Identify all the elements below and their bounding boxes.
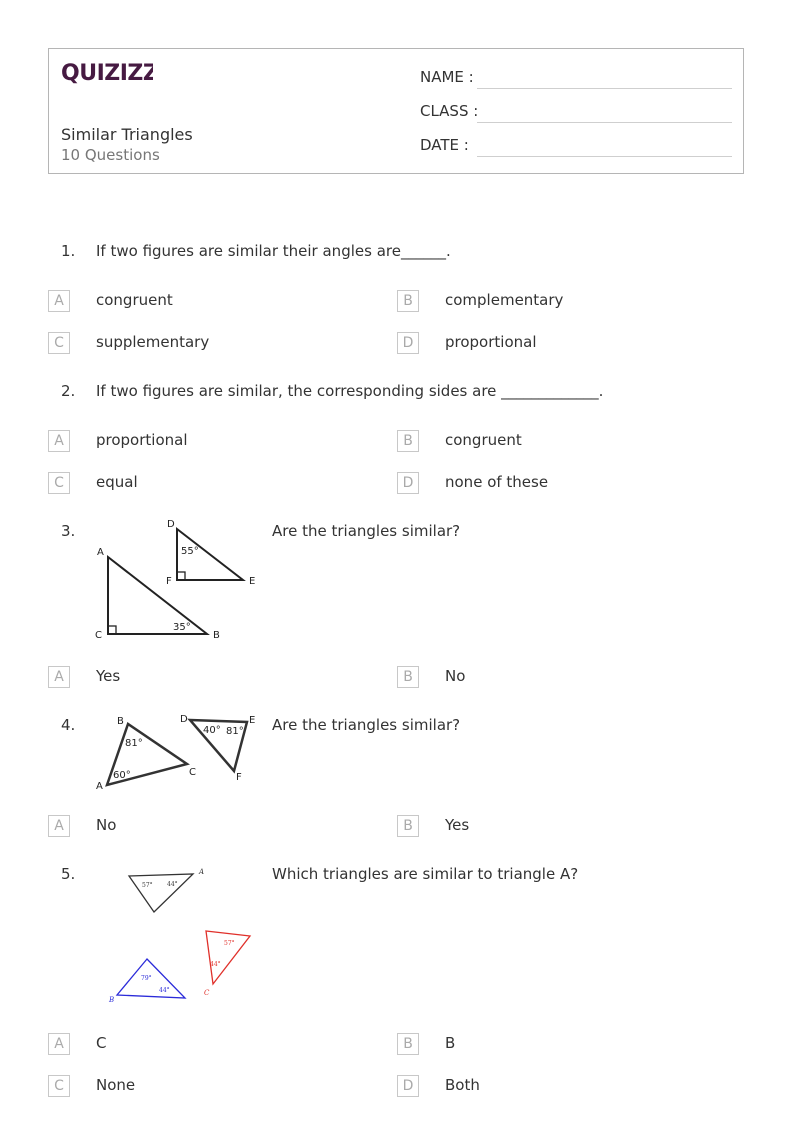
right-angle-mark bbox=[177, 572, 185, 580]
option-text: Yes bbox=[96, 667, 121, 685]
vertex-label: B bbox=[213, 630, 220, 641]
vertex-label: D bbox=[180, 714, 188, 725]
angle-label: 40° bbox=[203, 725, 221, 736]
option-letter-box[interactable]: B bbox=[397, 290, 419, 312]
option-text: congruent bbox=[96, 291, 173, 309]
option-letter-box[interactable]: A bbox=[48, 290, 70, 312]
vertex-label: C bbox=[189, 767, 196, 778]
option-text: None bbox=[96, 1076, 136, 1094]
option-letter-box[interactable]: B bbox=[397, 1033, 419, 1055]
option-letter-box[interactable]: C bbox=[48, 332, 70, 354]
triangle-c bbox=[206, 931, 250, 984]
option-text: complementary bbox=[445, 291, 564, 309]
question-text: If two figures are similar, the corresponding sides are _____________. bbox=[96, 382, 604, 400]
triangle-label: C bbox=[204, 989, 210, 997]
triangle-label: A bbox=[199, 868, 205, 876]
angle-label: 60° bbox=[113, 770, 131, 781]
class-field-line[interactable] bbox=[477, 122, 732, 123]
question-text: If two figures are similar their angles are______. bbox=[96, 242, 451, 260]
vertex-label: F bbox=[236, 772, 242, 783]
question-text: Are the triangles similar? bbox=[272, 522, 461, 540]
angle-label: 44° bbox=[210, 961, 221, 968]
option-letter-box[interactable]: B bbox=[397, 666, 419, 688]
option-text: No bbox=[445, 667, 466, 685]
oblique-triangles-figure bbox=[90, 708, 260, 793]
option-text: equal bbox=[96, 473, 138, 491]
right-angle-mark bbox=[108, 626, 116, 634]
vertex-label: F bbox=[166, 576, 172, 587]
vertex-label: D bbox=[167, 519, 175, 530]
question-text: Which triangles are similar to triangle A? bbox=[272, 865, 579, 883]
question-number: 3. bbox=[61, 522, 76, 540]
option-text: congruent bbox=[445, 431, 522, 449]
angle-label: 79° bbox=[141, 975, 152, 982]
option-text: Yes bbox=[445, 816, 470, 834]
option-text: No bbox=[96, 816, 117, 834]
class-label: CLASS : bbox=[420, 102, 479, 120]
option-letter-box[interactable]: C bbox=[48, 472, 70, 494]
question-number: 4. bbox=[61, 716, 76, 734]
option-letter-box[interactable]: D bbox=[397, 332, 419, 354]
option-text: Both bbox=[445, 1076, 480, 1094]
svg-text:QUIZIZZ: QUIZIZZ bbox=[61, 61, 153, 86]
question-number: 1. bbox=[61, 242, 76, 260]
option-letter-box[interactable]: A bbox=[48, 815, 70, 837]
vertex-label: B bbox=[117, 716, 124, 727]
option-letter-box[interactable]: A bbox=[48, 666, 70, 688]
right-triangles-figure bbox=[90, 515, 260, 645]
question-count: 10 Questions bbox=[61, 146, 160, 164]
vertex-label: C bbox=[95, 630, 102, 641]
option-text: B bbox=[445, 1034, 456, 1052]
angle-label: 57° bbox=[224, 940, 235, 947]
vertex-label: E bbox=[249, 576, 256, 587]
vertex-label: E bbox=[249, 715, 256, 726]
angle-label: 44° bbox=[167, 881, 178, 888]
quizizz-logo bbox=[61, 58, 153, 90]
angle-label: 81° bbox=[226, 726, 244, 737]
option-text: proportional bbox=[96, 431, 188, 449]
option-letter-box[interactable]: A bbox=[48, 1033, 70, 1055]
option-letter-box[interactable]: B bbox=[397, 815, 419, 837]
angle-label: 44° bbox=[159, 987, 170, 994]
question-number: 2. bbox=[61, 382, 76, 400]
three-triangles-figure bbox=[100, 860, 260, 1010]
name-label: NAME : bbox=[420, 68, 474, 86]
option-text: supplementary bbox=[96, 333, 210, 351]
triangle-a bbox=[129, 874, 193, 912]
option-letter-box[interactable]: D bbox=[397, 472, 419, 494]
angle-label: 57° bbox=[142, 882, 153, 889]
date-label: DATE : bbox=[420, 136, 469, 154]
date-field-line[interactable] bbox=[477, 156, 732, 157]
vertex-label: A bbox=[96, 781, 103, 792]
option-letter-box[interactable]: A bbox=[48, 430, 70, 452]
question-text: Are the triangles similar? bbox=[272, 716, 461, 734]
angle-label: 55° bbox=[181, 546, 199, 557]
option-text: none of these bbox=[445, 473, 549, 491]
angle-label: 81° bbox=[125, 738, 143, 749]
option-text: proportional bbox=[445, 333, 537, 351]
name-field-line[interactable] bbox=[477, 88, 732, 89]
option-text: C bbox=[96, 1034, 107, 1052]
worksheet-title: Similar Triangles bbox=[61, 125, 193, 144]
angle-label: 35° bbox=[173, 622, 191, 633]
triangle-label: B bbox=[109, 996, 115, 1004]
option-letter-box[interactable]: B bbox=[397, 430, 419, 452]
option-letter-box[interactable]: C bbox=[48, 1075, 70, 1097]
question-number: 5. bbox=[61, 865, 76, 883]
option-letter-box[interactable]: D bbox=[397, 1075, 419, 1097]
vertex-label: A bbox=[97, 547, 104, 558]
triangle-abc bbox=[108, 557, 207, 634]
